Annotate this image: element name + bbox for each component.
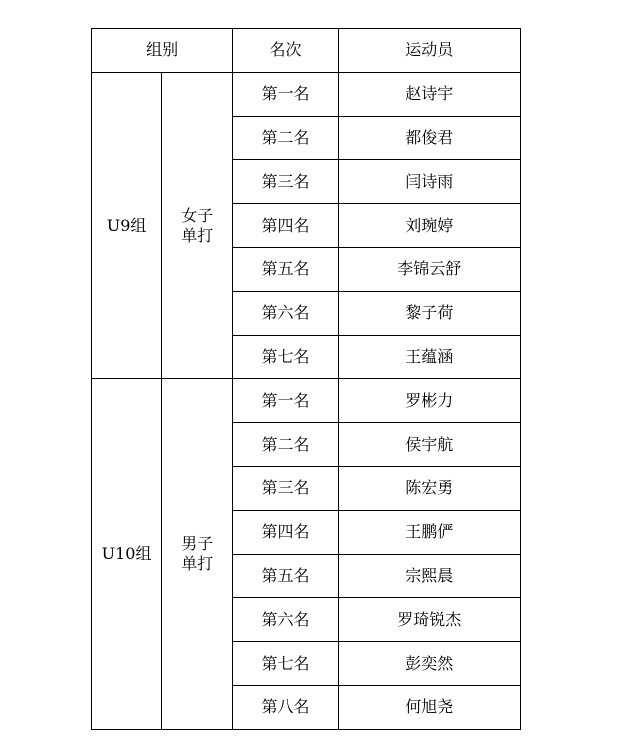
- group-cell: U9组: [92, 72, 162, 379]
- athlete-cell: 闫诗雨: [338, 160, 520, 204]
- rank-cell: 第五名: [233, 247, 338, 291]
- athlete-cell: 赵诗宇: [338, 72, 520, 116]
- athlete-cell: 都俊君: [338, 116, 520, 160]
- athlete-cell: 王鹏俨: [338, 510, 520, 554]
- event-label-line2: 单打: [181, 554, 214, 574]
- header-group: 组别: [92, 29, 233, 73]
- athlete-cell: 李锦云舒: [338, 247, 520, 291]
- event-label-line2: 单打: [181, 225, 214, 245]
- athlete-cell: 刘琬婷: [338, 204, 520, 248]
- athlete-cell: 彭奕然: [338, 642, 520, 686]
- table-row: [92, 379, 521, 423]
- rank-cell: 第七名: [233, 642, 338, 686]
- rank-cell: 第四名: [233, 204, 338, 248]
- rank-cell: 第三名: [233, 160, 338, 204]
- rank-cell: 第三名: [233, 466, 338, 510]
- rank-cell: 第六名: [233, 598, 338, 642]
- event-label-line1: 女子: [181, 205, 214, 225]
- header-athlete: 运动员: [338, 29, 520, 73]
- rank-cell: 第六名: [233, 291, 338, 335]
- event-cell: [162, 379, 233, 729]
- rank-cell: 第四名: [233, 510, 338, 554]
- table-row: [92, 72, 521, 116]
- rank-cell: 第二名: [233, 423, 338, 467]
- header-rank: 名次: [233, 29, 338, 73]
- athlete-cell: 陈宏勇: [338, 466, 520, 510]
- rank-cell: 第七名: [233, 335, 338, 379]
- rank-cell: 第一名: [233, 379, 338, 423]
- results-table: [91, 28, 521, 730]
- group-cell: U10组: [92, 379, 162, 729]
- event-label-line1: 男子: [181, 534, 214, 554]
- header-row: [92, 29, 521, 73]
- rank-cell: 第五名: [233, 554, 338, 598]
- rank-cell: 第八名: [233, 685, 338, 729]
- rank-cell: 第一名: [233, 72, 338, 116]
- rank-cell: 第二名: [233, 116, 338, 160]
- athlete-cell: 黎子荷: [338, 291, 520, 335]
- athlete-cell: 侯宇航: [338, 423, 520, 467]
- athlete-cell: 罗彬力: [338, 379, 520, 423]
- event-cell: [162, 72, 233, 379]
- athlete-cell: 何旭尧: [338, 685, 520, 729]
- athlete-cell: 王蕴涵: [338, 335, 520, 379]
- athlete-cell: 罗琦锐杰: [338, 598, 520, 642]
- athlete-cell: 宗熙晨: [338, 554, 520, 598]
